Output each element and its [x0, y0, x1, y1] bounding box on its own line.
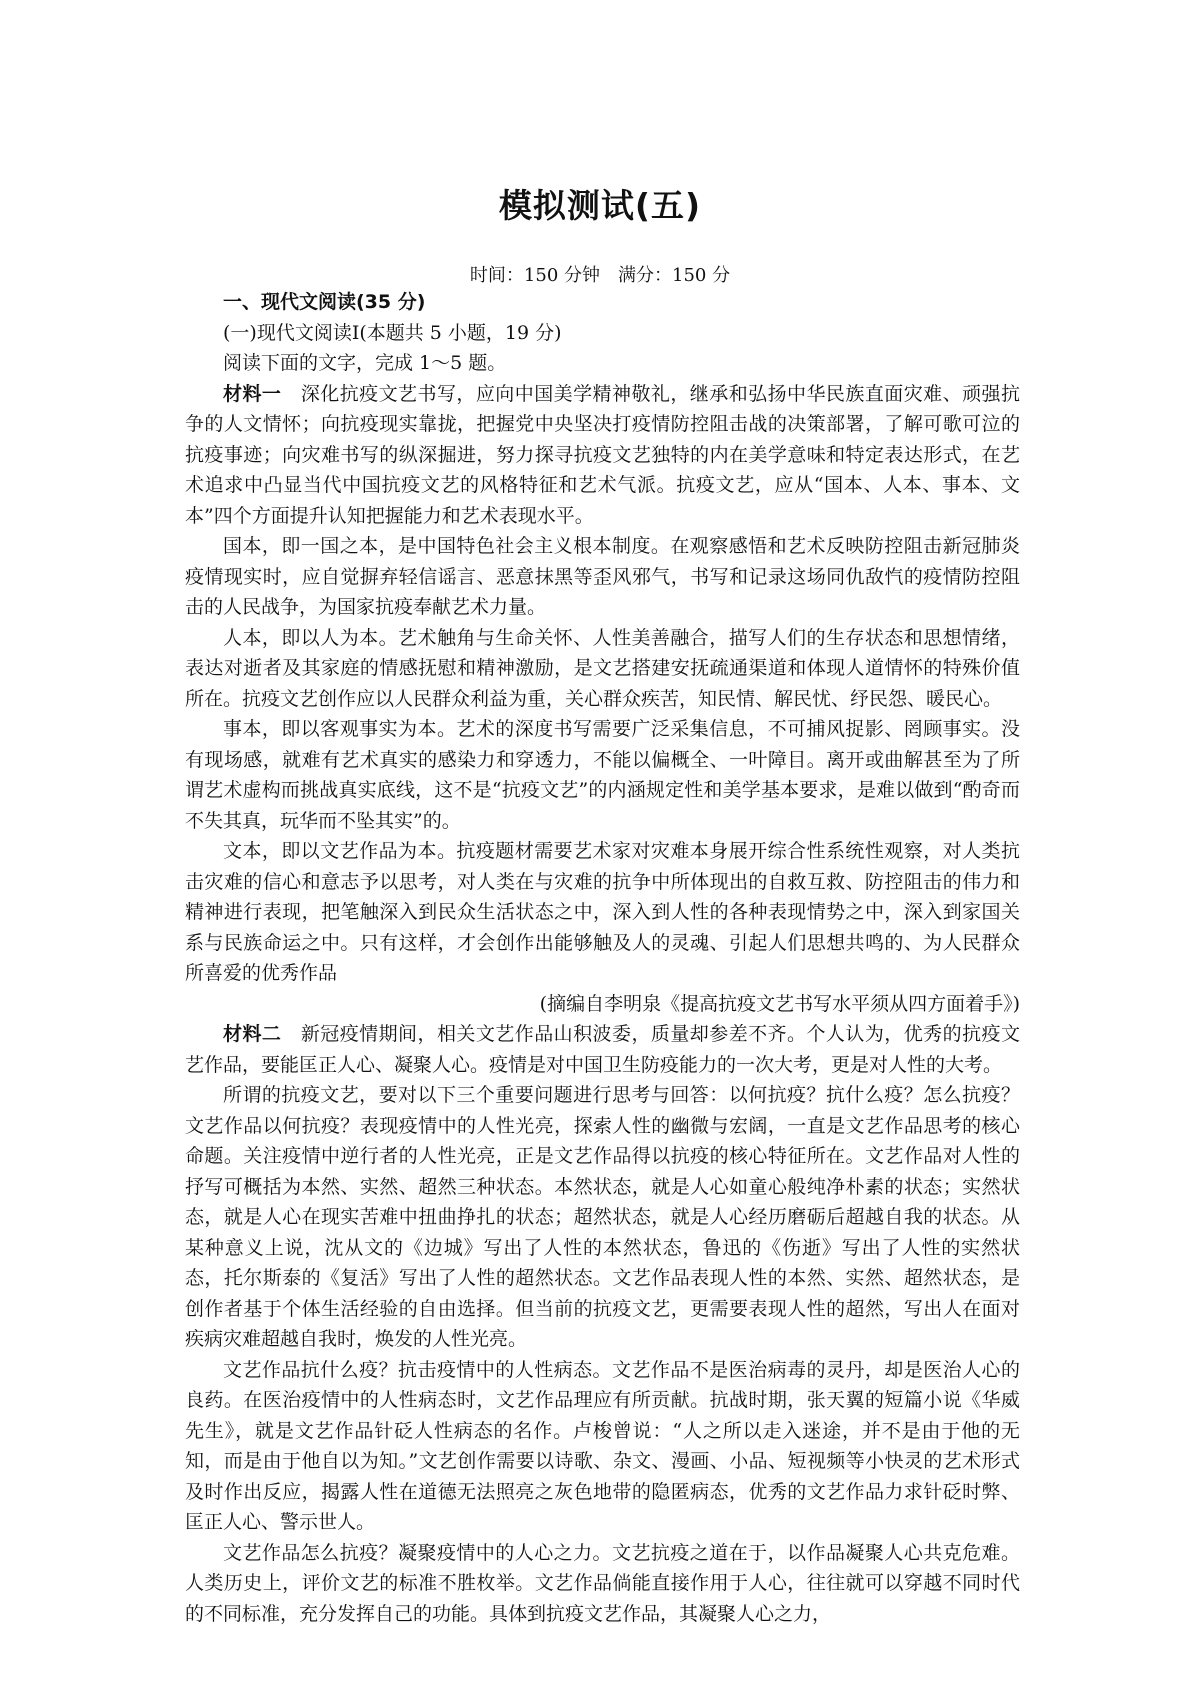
material1-paragraph: [185, 379, 1020, 532]
material1-source: (摘编自李明泉《提高抗疫文艺书写水平须从四方面着手》): [539, 992, 1020, 1015]
material2-paragraph: 文艺作品抗什么疫？抗击疫情中的人性病态。文艺作品不是医治病毒的灵丹，却是医治人心的良药。在医治疫情中的人性病态时，文艺作品理应有所贡献。抗战时期，张天翼的短篇小说《华威先生》，就是文艺作品针砭人性病态的名作。卢梭曾说：“人之所以走入迷途，并不是由于他的无知，而是由于他自以为知。”文艺创作需要以诗歌、杂文、漫画、小品、短视频等小快灵的艺术形式及时作出反应，揭露人性在道德无法照亮之灰色地带的隐匿病态，优秀的文艺作品力求针砭时弊、匡正人心、警示世人。: [185, 1358, 1020, 1533]
material1-paragraph: 国本，即一国之本，是中国特色社会主义根本制度。在观察感悟和艺术反映防控阻击新冠肺炎疫情现实时，应自觉摒弃轻信谣言、恶意抹黑等歪风邪气，书写和记录这场同仇敌忾的疫情防控阻击的人民战争，为国家抗疫奉献艺术力量。: [185, 535, 1020, 618]
material1-paragraph: 文本，即以文艺作品为本。抗疫题材需要艺术家对灾难本身展开综合性系统性观察，对人类抗击灾难的信心和意志予以思考，对人类在与灾难的抗争中所体现出的自救互救、防控阻击的伟力和精神进行表现，把笔触深入到民众生活状态之中，深入到人性的各种表现情势之中，深入到家国关系与民族命运之中。只有这样，才会创作出能够触及人的灵魂、引起人们思想共鸣的、为人民群众所喜爱的优秀作品: [185, 840, 1020, 984]
page-title: 模拟测试(五): [498, 186, 702, 225]
material2-p1-text: 新冠疫情期间，相关文艺作品山积波委，质量却参差不齐。个人认为，优秀的抗疫文艺作品，要能匡正人心、凝聚人心。疫情是对中国卫生防疫能力的一次大考，更是对人性的大考。: [185, 1023, 1020, 1076]
exam-time-score: 时间：150 分钟 满分：150 分: [469, 265, 731, 286]
subsection-heading: (一)现代文阅读Ⅰ(本题共 5 小题，19 分): [223, 321, 562, 344]
material1-paragraph: 事本，即以客观事实为本。艺术的深度书写需要广泛采集信息，不可捕风捉影、罔顾事实。没有现场感，就难有艺术真实的感染力和穿透力，不能以偏概全、一叶障目。离开或曲解甚至为了所谓艺术虚构而挑战真实底线，这不是“抗疫文艺”的内涵规定性和美学基本要求，是难以做到“酌奇而不失其真，玩华而不坠其实”的。: [185, 718, 1020, 832]
material2-paragraph: 所谓的抗疫文艺，要对以下三个重要问题进行思考与回答：以何抗疫？抗什么疫？怎么抗疫？文艺作品以何抗疫？表现疫情中的人性光亮，探索人性的幽微与宏阔，一直是文艺作品思考的核心命题。关注疫情中逆行者的人性光亮，正是文艺作品得以抗疫的核心特征所在。文艺作品对人性的抒写可概括为本然、实然、超然三种状态。本然状态，就是人心如童心般纯净朴素的状态；实然状态，就是人心在现实苦难中扭曲挣扎的状态；超然状态，就是人心经历磨砺后超越自我的状态。从某种意义上说，沈从文的《边城》写出了人性的本然状态，鲁迅的《伤逝》写出了人性的实然状态，托尔斯泰的《复活》写出了人性的超然状态。文艺作品表现人性的本然、实然、超然状态，是创作者基于个体生活经验的自由选择。但当前的抗疫文艺，更需要表现人性的超然，写出人在面对疾病灾难超越自我时，焕发的人性光亮。: [185, 1084, 1020, 1350]
section-heading: 一、现代文阅读(35 分): [223, 291, 426, 313]
material1-paragraph: 人本，即以人为本。艺术触角与生命关怀、人性美善融合，描写人们的生存状态和思想情绪，表达对逝者及其家庭的情感抚慰和精神激励，是文艺搭建安抚疏通渠道和体现人道情怀的特殊价值所在。抗疫文艺创作应以人民群众利益为重，关心群众疾苦，知民情、解民忧、纾民怨、暖民心。: [185, 626, 1020, 710]
material2-paragraph: 文艺作品怎么抗疫？凝聚疫情中的人心之力。文艺抗疫之道在于，以作品凝聚人心共克危难。人类历史上，评价文艺的标准不胜枚举。文艺作品倘能直接作用于人心，往往就可以穿越不同时代的不同标准，充分发挥自己的功能。具体到抗疫文艺作品，其凝聚人心之力，: [185, 1541, 1020, 1625]
material2-paragraph: [185, 1019, 1020, 1080]
material2-label: 材料二: [223, 1023, 282, 1045]
material1-p1-text: 深化抗疫文艺书写，应向中国美学精神敬礼，继承和弘扬中华民族直面灾难、顽强抗争的人文情怀；向抗疫现实靠拢，把握党中央坚决打疫情防控阻击战的决策部署，了解可歌可泣的抗疫事迹；向灾难书写的纵深掘进，努力探寻抗疫文艺独特的内在美学意味和特定表达形式，在艺术追求中凸显当代中国抗疫文艺的风格特征和艺术气派。抗疫文艺，应从“国本、人本、事本、文本”四个方面提升认知把握能力和艺术表现水平。: [185, 382, 1020, 527]
material1-label: 材料一: [223, 382, 282, 405]
reading-passage: [185, 287, 1020, 1629]
instruction-text: 阅读下面的文字，完成 1～5 题。: [223, 352, 507, 374]
